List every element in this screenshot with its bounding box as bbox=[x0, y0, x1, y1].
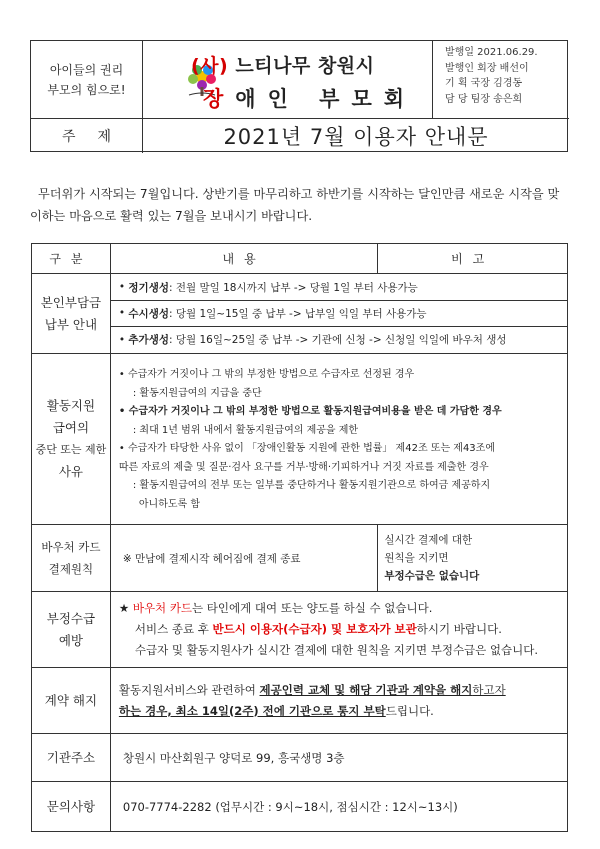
contract-text: 하고자 bbox=[472, 682, 506, 697]
stop-line: • 수급자가 거짓이나 그 밖의 부정한 방법으로 활동지원급여비용을 받은 데 가담한 경우 bbox=[118, 406, 502, 417]
col-header-category: 구분 bbox=[32, 244, 111, 274]
payment-content bbox=[110, 274, 567, 354]
publisher: 발행인 회장 배선이 bbox=[445, 62, 529, 74]
payment-line-additional: • 추가생성 : 당월 16일~25일 중 납부 -> 기관에 신청 -> 신청일 익일에 바우처 생성 bbox=[118, 333, 507, 346]
newsletter-header bbox=[30, 40, 568, 152]
fraud-line-2 bbox=[119, 619, 559, 640]
contract-line-1 bbox=[119, 680, 559, 701]
table-header-row bbox=[32, 244, 568, 274]
payment-text: : 전월 말일 18시까지 납부 -> 당월 1일 부터 사용가능 bbox=[168, 281, 418, 294]
payment-key: 수시생성 bbox=[128, 307, 169, 320]
contract-underlined: 제공인력 교체 및 해당 기관과 계약을 해지 bbox=[259, 682, 473, 697]
stop-line: : 활동지원급여의 전부 또는 일부를 중단하거나 활동지원기관으로 하여금 제공하지 bbox=[132, 480, 491, 491]
slogan-box bbox=[31, 41, 143, 119]
note-line: 부정수급은 없습니다 bbox=[384, 570, 480, 582]
publication-info bbox=[433, 41, 569, 119]
org-name-bottom-rest: 애인 부모회 bbox=[235, 87, 417, 111]
voucher-note bbox=[378, 525, 568, 592]
publish-date: 발행일 2021.06.29. bbox=[445, 47, 538, 58]
row-label-inquiry: 문의사항 bbox=[32, 782, 111, 832]
label-line: 사유 bbox=[58, 464, 84, 479]
stop-line: : 최대 1년 범위 내에서 활동지원급여의 제공을 제한 bbox=[132, 424, 359, 436]
planner: 기 획 국장 김경동 bbox=[445, 78, 523, 89]
slogan-line-1: 아이들의 권리 bbox=[49, 62, 124, 77]
table-row-voucher bbox=[32, 525, 568, 592]
org-name-bottom-red: 장 bbox=[203, 87, 236, 111]
fraud-content bbox=[110, 592, 567, 668]
contract-text: 드립니다. bbox=[385, 703, 434, 718]
fraud-red-text: 반드시 이용자(수급자) 및 보호자가 보관 bbox=[212, 622, 417, 636]
fraud-line-3: 수급자 및 활동지원사가 실시간 결제에 대한 원칙을 지키면 부정수급은 없습니다. bbox=[134, 643, 539, 657]
table-row-stop bbox=[32, 354, 568, 525]
fraud-text: 서비스 종료 후 bbox=[134, 622, 213, 636]
row-label-voucher bbox=[32, 525, 111, 592]
fraud-red-text: 바우처 카드 bbox=[132, 601, 193, 615]
contract-line-2 bbox=[119, 701, 559, 722]
org-title-box bbox=[143, 41, 433, 119]
col-header-content: 내용 bbox=[110, 244, 377, 274]
table-row-contract bbox=[32, 668, 568, 734]
voucher-content: ※ 만남에 결제시작 헤어짐에 결제 종료 bbox=[110, 525, 377, 592]
row-label-contract: 계약 해지 bbox=[32, 668, 111, 734]
table-row-inquiry bbox=[32, 782, 568, 832]
table-row-fraud bbox=[32, 592, 568, 668]
row-label-address: 기관주소 bbox=[32, 734, 111, 782]
stop-line: : 활동지원급여의 지급을 중단 bbox=[132, 387, 262, 399]
address-value: 창원시 마산회원구 양덕로 99, 흥국생명 3층 bbox=[110, 734, 567, 782]
label-line: 예방 bbox=[58, 632, 84, 648]
star-icon: ★ bbox=[118, 601, 130, 615]
note-line: 원칙을 지키면 bbox=[384, 552, 449, 564]
stop-line: • 수급자가 거짓이나 그 밖의 부정한 방법으로 수급자로 선정된 경우 bbox=[118, 369, 415, 380]
note-line: 실시간 결제에 대한 bbox=[384, 534, 473, 546]
label-line: 급여의 bbox=[52, 420, 90, 435]
row-label-stop bbox=[32, 354, 111, 525]
contract-text: 활동지원서비스와 관련하여 bbox=[118, 682, 260, 697]
label-line: 바우처 카드 bbox=[41, 540, 101, 554]
payment-text: : 당월 1일~15일 중 납부 -> 납부일 익일 부터 사용가능 bbox=[168, 307, 427, 320]
label-line: 중단 또는 제한 bbox=[35, 443, 107, 456]
stop-line: 아니하도록 함 bbox=[138, 498, 201, 510]
slogan-line-2: 부모의 힘으로! bbox=[47, 82, 126, 97]
row-label-payment bbox=[32, 274, 111, 354]
row-label-fraud bbox=[32, 592, 111, 668]
stop-line: 따른 자료의 제출 및 질문·검사 요구를 거부·방해·기피하거나 거짓 자료를 제출한 경우 bbox=[118, 461, 489, 473]
label-line: 활동지원 bbox=[46, 398, 96, 413]
stop-content bbox=[110, 354, 567, 525]
table-row-address bbox=[32, 734, 568, 782]
payment-line-occasional: • 수시생성 : 당월 1일~15일 중 납부 -> 납부일 익일 부터 사용가능 bbox=[111, 301, 567, 327]
page-title: 2021년 7월 이용자 안내문 bbox=[223, 125, 489, 149]
intro-paragraph: 무더위가 시작되는 7월입니다. 상반기를 마무리하고 하반기를 시작하는 달인만큼 새로운 시작을 맞이하는 마음으로 활력 있는 7월을 보내시기 바랍니다. bbox=[30, 187, 560, 223]
payment-key: 추가생성 bbox=[128, 334, 169, 346]
info-table bbox=[31, 243, 568, 832]
stop-line: • 수급자가 타당한 사유 없이 「장애인활동 지원에 관한 법률」 제42조 또는 제43조에 bbox=[118, 443, 495, 454]
org-name-top bbox=[191, 51, 374, 78]
org-prefix: (사) bbox=[191, 55, 229, 77]
fraud-text: 하시기 바랍니다. bbox=[416, 622, 502, 636]
fraud-text: 는 타인에게 대여 또는 양도를 하실 수 없습니다. bbox=[192, 601, 433, 615]
payment-key: 정기생성 bbox=[128, 281, 169, 294]
org-name-bottom bbox=[203, 83, 416, 113]
col-header-note: 비고 bbox=[378, 244, 568, 274]
contract-underlined: 하는 경우, 최소 14일(2주) 전에 기관으로 통지 부탁 bbox=[118, 703, 386, 718]
inquiry-value: 070-7774-2282 (업무시간 : 9시~18시, 점심시간 : 12시~13시) bbox=[110, 782, 567, 832]
label-line: 본인부담금 bbox=[40, 294, 102, 310]
payment-line-regular: • 정기생성 : 전월 말일 18시까지 납부 -> 당월 1일 부터 사용가능 bbox=[111, 275, 567, 301]
subject-label: 주제 bbox=[31, 119, 143, 153]
table-row-payment bbox=[32, 274, 568, 354]
label-line: 부정수급 bbox=[46, 610, 96, 626]
org-name-top-text: 느티나무 창원시 bbox=[235, 55, 375, 77]
label-line: 결제원칙 bbox=[48, 562, 94, 576]
contract-content bbox=[110, 668, 567, 734]
payment-text: : 당월 16일~25일 중 납부 -> 기관에 신청 -> 신청일 익일에 바우처 생성 bbox=[168, 334, 507, 346]
fraud-line-1 bbox=[119, 598, 559, 619]
label-line: 납부 안내 bbox=[44, 316, 98, 332]
person-in-charge: 담 당 팀장 송은희 bbox=[445, 93, 523, 105]
